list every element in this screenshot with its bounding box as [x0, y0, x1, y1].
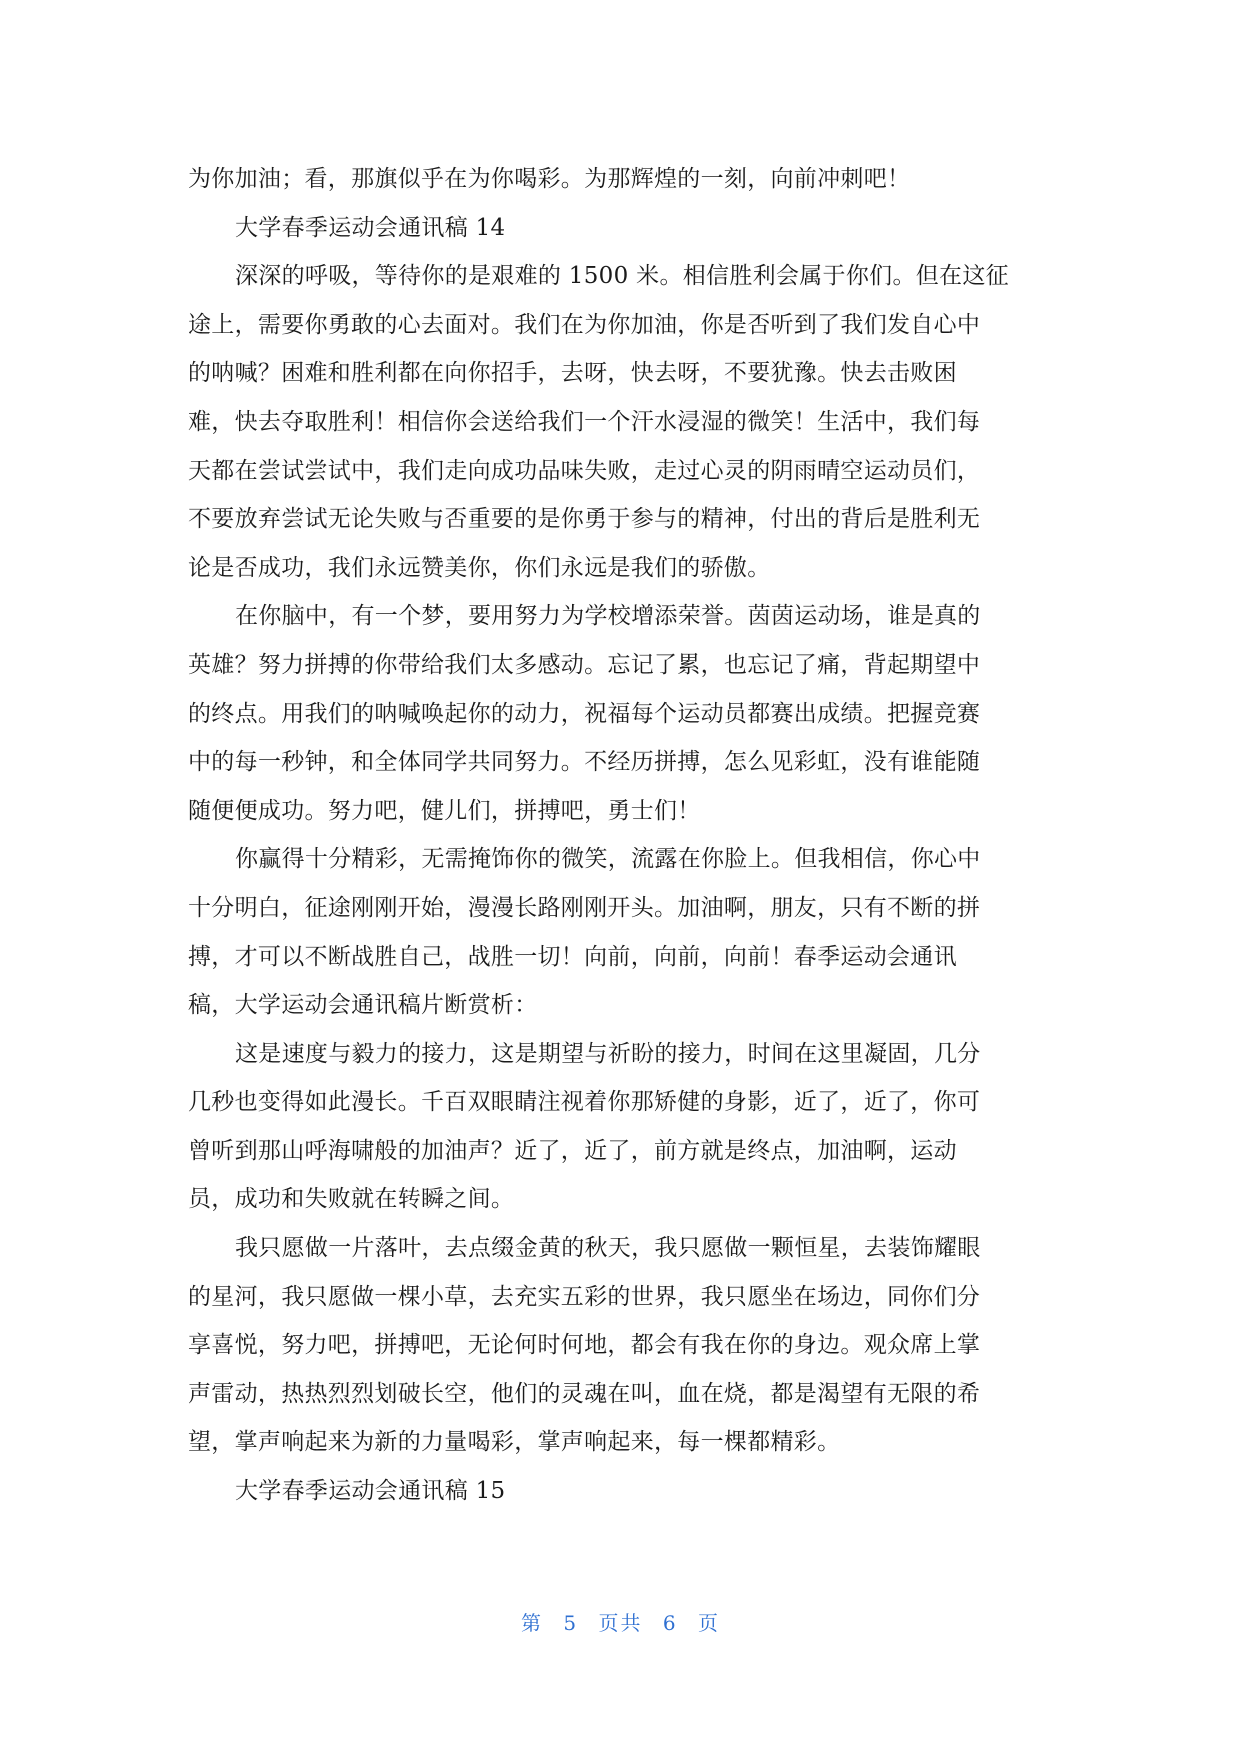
- footer-middle: 页共: [598, 1611, 643, 1635]
- text-line: 几秒也变得如此漫长。千百双眼睛注视着你那矫健的身影，近了，近了，你可: [188, 1089, 981, 1116]
- text-line: 望，掌声响起来为新的力量喝彩，掌声响起来，每一棵都精彩。: [188, 1429, 841, 1456]
- text-line: 享喜悦，努力吧，拼搏吧，无论何时何地，都会有我在你的身边。观众席上掌: [188, 1332, 981, 1359]
- text-line: 声雷动，热热烈烈划破长空，他们的灵魂在叫，血在烧，都是渴望有无限的希: [188, 1380, 981, 1407]
- footer-current-page: 5: [563, 1611, 579, 1635]
- text-line: 曾听到那山呼海啸般的加油声？近了，近了，前方就是终点，加油啊，运动: [188, 1137, 957, 1164]
- text-line: 稿，大学运动会通讯稿片断赏析：: [188, 992, 538, 1019]
- text-line: 的呐喊？困难和胜利都在向你招手，去呀，快去呀，不要犹豫。快去击败困: [188, 360, 957, 387]
- text-line: 途上，需要你勇敢的心去面对。我们在为你加油，你是否听到了我们发自心中: [188, 311, 981, 338]
- text-line: 不要放弃尝试无论失败与否重要的是你勇于参与的精神，付出的背后是胜利无: [188, 506, 981, 533]
- paragraph-start-line: 我只愿做一片落叶，去点缀金黄的秋天，我只愿做一颗恒星，去装饰耀眼: [235, 1235, 981, 1262]
- footer-suffix: 页: [697, 1611, 720, 1635]
- text-line: 论是否成功，我们永远赞美你，你们永远是我们的骄傲。: [188, 554, 771, 581]
- text-line: 天都在尝试尝试中，我们走向成功品味失败，走过心灵的阴雨晴空运动员们，: [188, 457, 981, 484]
- text-line: 员，成功和失败就在转瞬之间。: [188, 1186, 515, 1213]
- paragraph-start-line: 在你脑中，有一个梦，要用努力为学校增添荣誉。茵茵运动场，谁是真的: [235, 603, 981, 630]
- text-line: 难，快去夺取胜利！相信你会送给我们一个汗水浸湿的微笑！生活中，我们每: [188, 408, 981, 435]
- text-line: 搏，才可以不断战胜自己，战胜一切！向前，向前，向前！春季运动会通讯: [188, 943, 957, 970]
- text-line: 的终点。用我们的呐喊唤起你的动力，祝福每个运动员都赛出成绩。把握竞赛: [188, 700, 981, 727]
- footer-prefix: 第: [521, 1611, 544, 1635]
- footer-total-pages: 6: [662, 1611, 678, 1635]
- paragraph-start-line: 你赢得十分精彩，无需掩饰你的微笑，流露在你脸上。但我相信，你心中: [235, 846, 981, 873]
- paragraph-start-line: 这是速度与毅力的接力，这是期望与祈盼的接力，时间在这里凝固，几分: [235, 1040, 981, 1067]
- document-body: [188, 155, 1058, 1516]
- text-line: 十分明白，征途刚刚开始，漫漫长路刚刚开头。加油啊，朋友，只有不断的拼: [188, 894, 981, 921]
- paragraph-start-line: 大学春季运动会通讯稿 15: [235, 1478, 506, 1505]
- text-line: 随便便成功。努力吧，健儿们，拼搏吧，勇士们！: [188, 797, 701, 824]
- text-line: 为你加油；看，那旗似乎在为你喝彩。为那辉煌的一刻，向前冲刺吧！: [188, 166, 911, 192]
- text-line: 中的每一秒钟，和全体同学共同努力。不经历拼搏，怎么见彩虹，没有谁能随: [188, 749, 981, 776]
- page-footer: [0, 1607, 1241, 1636]
- paragraph-start-line: 深深的呼吸，等待你的是艰难的 1500 米。相信胜利会属于你们。但在这征: [235, 263, 1009, 290]
- text-line: 英雄？努力拼搏的你带给我们太多感动。忘记了累，也忘记了痛，背起期望中: [188, 651, 981, 678]
- paragraph-start-line: 大学春季运动会通讯稿 14: [235, 214, 506, 241]
- text-line: 的星河，我只愿做一棵小草，去充实五彩的世界，我只愿坐在场边，同你们分: [188, 1283, 981, 1310]
